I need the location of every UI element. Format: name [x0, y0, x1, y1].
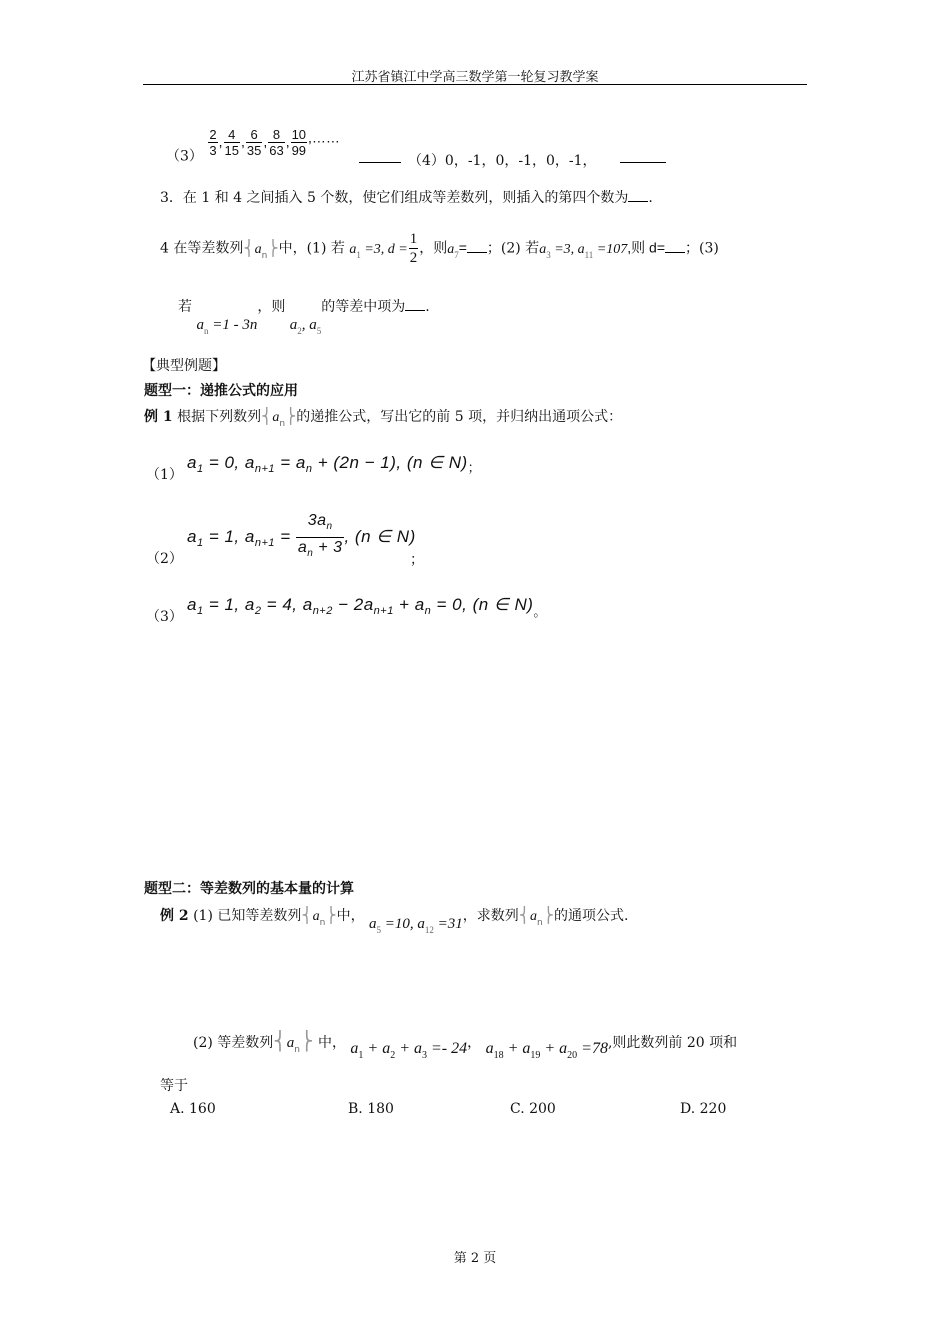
example-1-text-a: 根据下列数列 [177, 409, 262, 425]
example-2-text-b: 中， [336, 908, 365, 924]
example-2-label: 例 2 [160, 908, 189, 924]
example-1-formula-2: $a_1 = 1$, $a_{n+1}$ = $\frac{3a_n}{a_n + 3}$ , (n ∈ N) [187, 511, 416, 564]
example-2-part-2 [193, 1031, 737, 1061]
q4-blank-1[interactable] [467, 240, 487, 253]
example-2-text-c: ，求数列 [462, 908, 519, 924]
formula-3-end: 。 [533, 605, 547, 620]
item3-answer-blank[interactable] [359, 150, 401, 163]
q4-a2-a5: $a_2$, $a_5$ [289, 317, 322, 336]
q4-a7: $a_7$ [447, 241, 459, 260]
page-number: 第 2 页 [453, 1251, 497, 1266]
sequence-an-symbol: $⎨a_n⎬$ [243, 238, 279, 261]
question-3-text: 3．在 1 和 4 之间插入 5 个数，使它们组成等差数列，则插入的第四个数为 [160, 190, 629, 206]
q4-fraction-half: $\frac{1}{2}$ [409, 231, 418, 266]
q4-part3-text: ；(3) [685, 240, 719, 257]
q4-part2-text: ；(2) 若 [486, 240, 540, 257]
example-1-formula-3: $a_1 = 1$, $a_2 = 4$, $a_{n+2} - 2a_{n+1} + a_n = 0$, (n ∈ $N)_。$ [187, 595, 547, 620]
question-4-line-2 [178, 296, 430, 336]
item3-fraction-2: $\frac{4}{15}$ [224, 127, 239, 158]
example-2b-condition-1: $a_1 + a_2 + a_3 =- 24$ [350, 1040, 468, 1061]
q4-intro: 4 在等差数列 [160, 240, 244, 257]
sequence-an-symbol-2: $⎨a_n⎬$ [261, 407, 297, 429]
example-2b-text-b: 中， [317, 1035, 346, 1051]
formula-2-end: ； [410, 552, 424, 568]
q4-blank-3[interactable] [405, 298, 425, 311]
item3-fraction-4: $\frac{8}{63}$ [269, 127, 284, 158]
item3-fraction-1: $\frac{2}{3}$ [209, 127, 217, 158]
page-header-title: 江苏省镇江中学高三数学第一轮复习教学案 [351, 70, 599, 85]
q4-mean-text: 的等差中项为 [321, 299, 406, 315]
type-1-title: 题型一：递推公式的应用 [144, 383, 298, 399]
formula-2-fraction: $\frac{3a_n}{a_n + 3}$ [297, 512, 343, 559]
q4-condition-3: $a_n =1 - 3n$ [196, 317, 258, 336]
q4-then-3: ，则 [257, 299, 286, 315]
section-title: 【典型例题】 [142, 358, 226, 374]
choice-d[interactable]: D. 220 [680, 1101, 727, 1117]
header-rule [143, 84, 807, 85]
q4-then-d: ,则 d= [627, 239, 666, 256]
example-1-prompt [144, 406, 622, 429]
q4-if: 若 [178, 299, 192, 315]
example-2-text-a: (1) 已知等差数列 [193, 908, 302, 924]
example-2b-comma: ， [467, 1035, 482, 1051]
q4-period: . [425, 299, 430, 315]
example-2-condition: $a_5 =10$, $a_{12} =31$ [369, 916, 463, 935]
type-2-title: 题型二：等差数列的基本量的计算 [144, 881, 354, 897]
question-3-period: . [648, 190, 653, 206]
choice-c[interactable]: C. 200 [510, 1101, 556, 1117]
question-4-line-1 [160, 230, 719, 267]
exercise-item-4: （4）0，-1，0，-1，0，-1， [408, 153, 597, 169]
exercise-item-3: （3） $\frac{2}{3}$ , $\frac{4}{15}$ , $\frac{6}{35}$ , $\frac{8}{63}$ , $\frac{10}{99}$ ,…… [166, 127, 340, 165]
item3-ellipsis: ,…… [308, 129, 340, 146]
item4-answer-blank[interactable] [620, 150, 666, 163]
example-1-item-3-label: （3） [146, 609, 183, 625]
example-2-part-1 [160, 905, 628, 935]
choice-a[interactable]: A. 160 [170, 1101, 216, 1117]
item3-label: （3） [166, 148, 203, 165]
choice-b[interactable]: B. 180 [348, 1101, 394, 1117]
example-2b-text-d: ,则此数列前 20 项和 [607, 1035, 738, 1051]
item3-fraction-5: $\frac{10}{99}$ [291, 127, 307, 158]
q4-then-1: ，则 [419, 240, 448, 257]
sequence-an-symbol-4: $⎨a_n⎬$ [518, 906, 554, 928]
sequence-an-symbol-5: $⎨a_n⎬$ [273, 1031, 314, 1055]
question-3 [160, 187, 653, 207]
q4-condition-2: $a_3 =3$, $a_{11} =107$ [539, 241, 628, 260]
formula-1-end: ； [467, 461, 482, 476]
example-2b-line-2: 等于 [160, 1078, 188, 1094]
example-1-item-2-label: （2） [146, 551, 183, 567]
example-2b-condition-2: $a_{18} + a_{19} + a_{20} =78$ [485, 1040, 608, 1061]
sequence-an-symbol-3: $⎨a_n⎬$ [301, 906, 337, 928]
example-2b-text-a: (2) 等差数列 [193, 1035, 274, 1051]
item3-fraction-3: $\frac{6}{35}$ [246, 127, 262, 158]
example-1-item-1-label: （1） [146, 467, 183, 483]
example-1-label: 例 1 [144, 409, 173, 425]
example-2-text-d: 的通项公式. [554, 908, 629, 924]
q4-part1-text: 中，(1) 若 [278, 240, 345, 257]
q4-condition-1: $a_1 =3$, d = [349, 241, 408, 260]
example-1-formula-1: $a_1 = 0$, $a_{n+1} = a_n + (2n - 1)$, (n ∈ $N)_;$ [187, 453, 482, 476]
q4-equals: = [458, 239, 467, 256]
example-1-text-b: 的递推公式，写出它的前 5 项，并归纳出通项公式： [296, 409, 623, 425]
question-3-blank[interactable] [628, 189, 648, 202]
q4-blank-2[interactable] [665, 240, 685, 253]
